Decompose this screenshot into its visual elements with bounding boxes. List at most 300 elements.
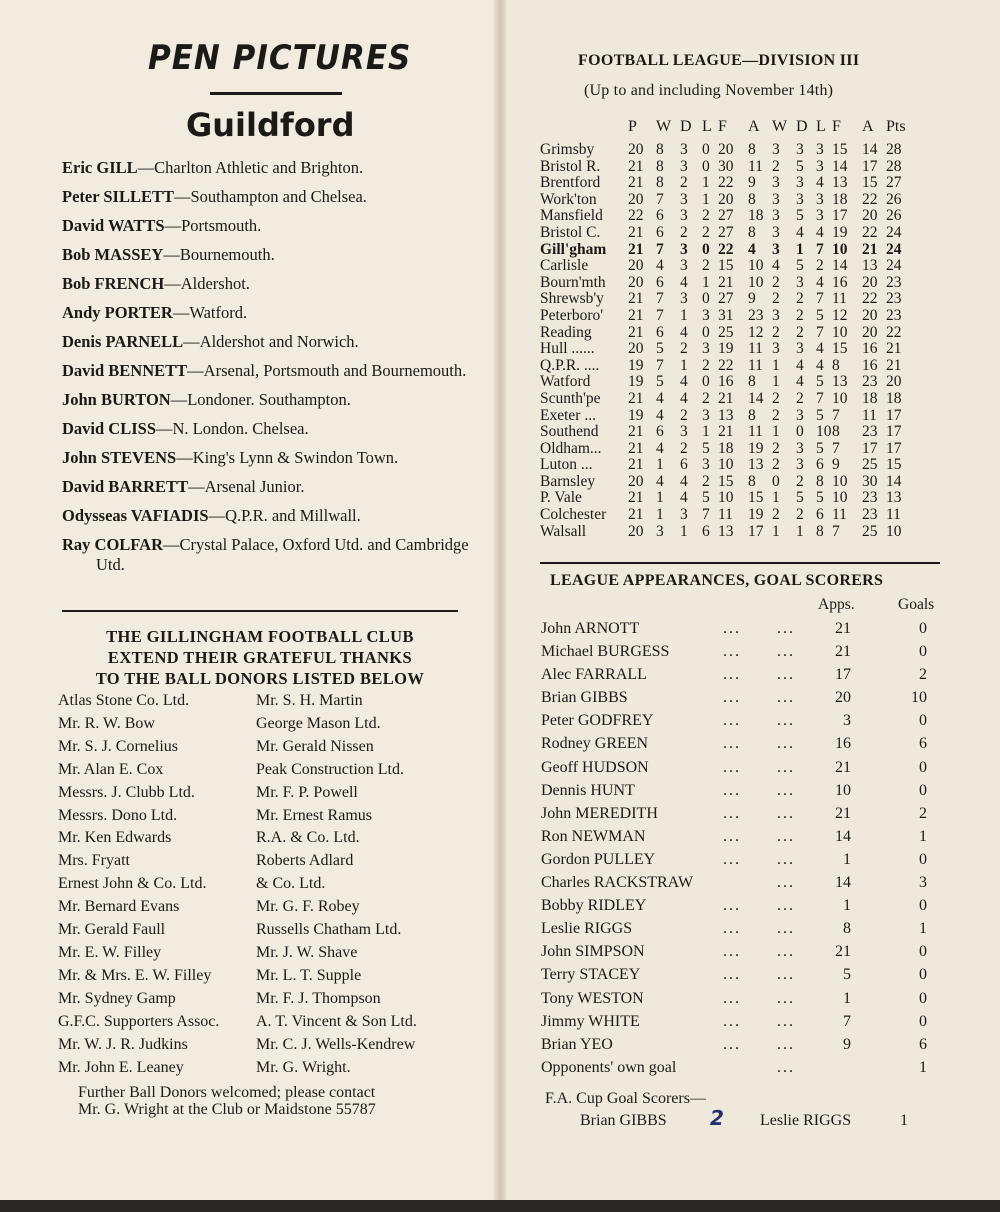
leader-dots: ... xyxy=(777,666,795,684)
stat-cell: 24 xyxy=(886,257,902,275)
stat-cell: 2 xyxy=(772,273,780,291)
player-entry xyxy=(62,419,472,439)
player-name: Gordon PULLEY xyxy=(541,850,656,868)
stat-cell: 2 xyxy=(796,389,804,407)
stat-cell: 1 xyxy=(772,373,780,391)
stat-cell: 20 xyxy=(628,340,644,358)
team-name: Walsall xyxy=(540,522,587,540)
stat-cell: 3 xyxy=(816,141,824,158)
player-entry xyxy=(62,448,472,468)
club-name: Guildford xyxy=(186,106,355,144)
stat-cell: 21 xyxy=(862,240,878,258)
stat-cell: 0 xyxy=(702,290,710,308)
stat-cell: 18 xyxy=(832,190,848,208)
stat-cell: 17 xyxy=(886,406,902,424)
stat-cell: 21 xyxy=(628,456,644,474)
leader-dots: ... xyxy=(723,620,741,637)
stat-cell: 7 xyxy=(656,290,664,308)
stat-cell: 15 xyxy=(832,141,848,158)
league-row xyxy=(540,141,990,158)
league-row xyxy=(540,373,990,390)
donor-name: G.F.C. Supporters Assoc. xyxy=(58,1012,220,1030)
player-info: —Southampton and Chelsea. xyxy=(174,187,367,206)
stat-cell: 8 xyxy=(748,373,756,391)
fa-cup-scorer-name: Leslie RIGGS xyxy=(760,1112,852,1129)
stat-cell: 18 xyxy=(862,389,878,407)
stat-cell: 21 xyxy=(628,174,644,192)
stat-cell: 3 xyxy=(680,240,688,258)
donor-row xyxy=(58,713,478,736)
donor-name: & Co. Ltd. xyxy=(256,875,326,893)
stat-cell: 3 xyxy=(772,306,780,324)
stat-cell: 6 xyxy=(656,273,664,291)
stat-cell: 8 xyxy=(832,356,840,374)
column-header: F xyxy=(832,118,841,135)
player-name: Rodney GREEN xyxy=(541,735,649,753)
stat-cell: 4 xyxy=(656,257,664,275)
stat-cell: 3 xyxy=(796,141,804,158)
fa-cup-scorer-goals: 1 xyxy=(900,1112,908,1129)
leader-dots: ... xyxy=(723,758,741,776)
stat-cell: 0 xyxy=(796,423,804,441)
stat-cell: 8 xyxy=(816,522,824,540)
appearances-title: LEAGUE APPEARANCES, GOAL SCORERS xyxy=(550,572,884,589)
donor-row xyxy=(58,782,478,805)
team-name: Q.P.R. .... xyxy=(540,356,600,374)
stat-cell: 11 xyxy=(886,506,901,524)
stat-cell: 10 xyxy=(832,472,848,490)
goals-value: 3 xyxy=(919,874,927,892)
player-info: —Arsenal, Portsmouth and Bournemouth. xyxy=(187,361,467,380)
leader-dots: ... xyxy=(777,643,795,661)
stat-cell: 17 xyxy=(748,522,764,540)
apps-value: 7 xyxy=(843,1012,851,1030)
stat-cell: 6 xyxy=(656,323,664,341)
appearance-row xyxy=(541,1013,941,1036)
stat-cell: 3 xyxy=(680,290,688,308)
stat-cell: 2 xyxy=(702,472,710,490)
stat-cell: 3 xyxy=(796,340,804,358)
player-info: —King's Lynn & Swindon Town. xyxy=(176,448,399,467)
pen-pictures-title: PEN PICTURES xyxy=(148,38,412,78)
stat-cell: 3 xyxy=(816,207,824,225)
goals-value: 2 xyxy=(919,804,927,822)
appearance-row xyxy=(541,897,941,920)
stat-cell: 22 xyxy=(628,207,644,225)
stat-cell: 16 xyxy=(862,340,878,358)
leader-dots: ... xyxy=(777,943,795,961)
apps-value: 1 xyxy=(843,850,851,868)
stat-cell: 0 xyxy=(772,472,780,490)
donor-name: Mr. John E. Leaney xyxy=(58,1058,184,1076)
donor-name: Mr. F. P. Powell xyxy=(256,783,358,801)
player-name: Dennis HUNT xyxy=(541,781,635,799)
donor-name: Mr. & Mrs. E. W. Filley xyxy=(58,966,212,984)
title-rule xyxy=(210,92,342,95)
player-name: Brian GIBBS xyxy=(541,689,628,707)
stat-cell: 4 xyxy=(796,356,804,374)
stat-cell: 28 xyxy=(886,141,902,158)
stat-cell: 3 xyxy=(772,223,780,241)
stat-cell: 20 xyxy=(628,522,644,540)
column-header: A xyxy=(862,118,874,135)
stat-cell: 1 xyxy=(680,306,688,324)
donor-name: George Mason Ltd. xyxy=(256,714,381,732)
stat-cell: 22 xyxy=(862,290,878,308)
donor-name: Mr. L. T. Supple xyxy=(256,966,362,984)
player-name: Denis PARNELL xyxy=(62,332,184,351)
appearance-row xyxy=(541,874,941,897)
leader-dots: ... xyxy=(723,989,741,1007)
stat-cell: 26 xyxy=(886,190,902,208)
ball-donors-heading xyxy=(60,626,460,689)
column-header: W xyxy=(656,118,672,135)
apps-value: 21 xyxy=(835,943,851,961)
appearance-row xyxy=(541,851,941,874)
league-row xyxy=(540,324,990,341)
stat-cell: 24 xyxy=(886,223,902,241)
stat-cell: 11 xyxy=(718,506,733,524)
player-info: —Bournemouth. xyxy=(163,245,275,264)
stat-cell: 14 xyxy=(832,157,848,175)
stat-cell: 21 xyxy=(628,423,644,441)
player-info: —N. London. Chelsea. xyxy=(156,419,309,438)
stat-cell: 4 xyxy=(680,389,688,407)
section-rule xyxy=(62,610,458,612)
stat-cell: 8 xyxy=(832,423,840,441)
goals-value: 0 xyxy=(919,943,927,961)
column-header: P xyxy=(628,118,637,135)
donor-name: Mr. C. J. Wells-Kendrew xyxy=(256,1035,416,1053)
stat-cell: 4 xyxy=(680,373,688,391)
apps-value: 21 xyxy=(835,643,851,661)
stat-cell: 11 xyxy=(748,157,763,175)
stat-cell: 25 xyxy=(862,522,878,540)
donor-name: Atlas Stone Co. Ltd. xyxy=(58,692,190,709)
player-name: Leslie RIGGS xyxy=(541,920,633,938)
stat-cell: 23 xyxy=(862,423,878,441)
league-row xyxy=(540,274,990,291)
stat-cell: 20 xyxy=(718,141,734,158)
stat-cell: 2 xyxy=(680,174,688,192)
stat-cell: 17 xyxy=(886,423,902,441)
stat-cell: 20 xyxy=(628,190,644,208)
player-name: Eric GILL xyxy=(62,158,138,177)
fa-cup-scorer-goals-handwritten: 2 xyxy=(710,1106,724,1130)
league-row xyxy=(540,407,990,424)
bottom-edge xyxy=(0,1200,1000,1212)
stat-cell: 5 xyxy=(816,489,824,507)
apps-value: 10 xyxy=(835,781,851,799)
apps-value: 21 xyxy=(835,620,851,637)
league-table-subtitle: (Up to and including November 14th) xyxy=(584,82,834,99)
page-gutter xyxy=(494,0,506,1212)
stat-cell: 21 xyxy=(886,356,902,374)
stat-cell: 5 xyxy=(796,207,804,225)
player-name: Alec FARRALL xyxy=(541,666,647,684)
team-name: Reading xyxy=(540,323,592,341)
stat-cell: 1 xyxy=(796,240,804,258)
stat-cell: 3 xyxy=(796,406,804,424)
donor-row xyxy=(58,690,478,713)
leader-dots: ... xyxy=(723,666,741,684)
stat-cell: 6 xyxy=(656,223,664,241)
stat-cell: 5 xyxy=(702,439,710,457)
player-name: Ray COLFAR xyxy=(62,535,163,554)
stat-cell: 1 xyxy=(680,522,688,540)
player-entry xyxy=(62,535,472,575)
stat-cell: 3 xyxy=(680,257,688,275)
team-name: Brentford xyxy=(540,174,601,192)
player-name: Terry STACEY xyxy=(541,966,641,984)
league-row xyxy=(540,224,990,241)
stat-cell: 1 xyxy=(656,489,664,507)
stat-cell: 11 xyxy=(748,423,763,441)
stat-cell: 2 xyxy=(796,306,804,324)
donor-name: Mr. Sydney Gamp xyxy=(58,989,176,1007)
donor-name: Mr. G. Wright. xyxy=(256,1058,351,1076)
league-table xyxy=(540,141,990,539)
stat-cell: 3 xyxy=(796,439,804,457)
appearance-row xyxy=(541,620,941,643)
stat-cell: 7 xyxy=(656,240,664,258)
player-name: Brian YEO xyxy=(541,1035,613,1053)
apps-value: 5 xyxy=(843,966,851,984)
stat-cell: 7 xyxy=(832,439,840,457)
donor-row xyxy=(58,850,478,873)
apps-value: 17 xyxy=(835,666,851,684)
appearance-row xyxy=(541,689,941,712)
stat-cell: 13 xyxy=(748,456,764,474)
league-row xyxy=(540,440,990,457)
team-name: Exeter ... xyxy=(540,406,596,424)
stat-cell: 11 xyxy=(862,406,877,424)
stat-cell: 6 xyxy=(656,423,664,441)
stat-cell: 21 xyxy=(718,423,734,441)
donor-row xyxy=(58,965,478,988)
leader-dots: ... xyxy=(723,897,741,915)
player-info: —Q.P.R. and Millwall. xyxy=(208,506,361,525)
donor-row xyxy=(58,896,478,919)
stat-cell: 11 xyxy=(748,356,763,374)
league-row xyxy=(540,340,990,357)
stat-cell: 7 xyxy=(816,240,824,258)
donor-name: R.A. & Co. Ltd. xyxy=(256,829,360,847)
stat-cell: 13 xyxy=(718,522,734,540)
stat-cell: 31 xyxy=(718,306,734,324)
stat-cell: 8 xyxy=(748,406,756,424)
team-name: Colchester xyxy=(540,506,607,524)
league-row xyxy=(540,158,990,175)
stat-cell: 20 xyxy=(718,190,734,208)
stat-cell: 27 xyxy=(886,174,902,192)
fa-cup-label: F.A. Cup Goal Scorers— xyxy=(545,1090,706,1107)
stat-cell: 23 xyxy=(886,306,902,324)
stat-cell: 2 xyxy=(772,323,780,341)
stat-cell: 22 xyxy=(718,356,734,374)
stat-cell: 14 xyxy=(748,389,764,407)
stat-cell: 13 xyxy=(862,257,878,275)
leader-dots: ... xyxy=(723,827,741,845)
stat-cell: 27 xyxy=(718,223,734,241)
player-entry xyxy=(62,245,472,265)
stat-cell: 0 xyxy=(702,141,710,158)
stat-cell: 3 xyxy=(772,141,780,158)
donor-name: Mr. E. W. Filley xyxy=(58,943,162,961)
donor-row xyxy=(58,1034,478,1057)
stat-cell: 0 xyxy=(702,373,710,391)
stat-cell: 20 xyxy=(862,306,878,324)
stat-cell: 20 xyxy=(628,141,644,158)
goals-value: 0 xyxy=(919,897,927,915)
team-name: Gill'gham xyxy=(540,240,607,258)
player-name: Odysseas VAFIADIS xyxy=(62,506,209,525)
column-header: D xyxy=(796,118,808,135)
leader-dots: ... xyxy=(723,943,741,961)
stat-cell: 2 xyxy=(680,340,688,358)
donor-name: Peak Construction Ltd. xyxy=(256,760,404,778)
player-name: Bob FRENCH xyxy=(62,274,165,293)
stat-cell: 16 xyxy=(862,356,878,374)
stat-cell: 6 xyxy=(656,207,664,225)
stat-cell: 8 xyxy=(656,157,664,175)
player-name: Tony WESTON xyxy=(541,989,644,1007)
column-header: L xyxy=(816,118,826,135)
stat-cell: 12 xyxy=(748,323,764,341)
leader-dots: ... xyxy=(723,804,741,822)
stat-cell: 4 xyxy=(796,373,804,391)
ball-donor-list xyxy=(58,690,478,1079)
stat-cell: 1 xyxy=(702,174,710,192)
stat-cell: 3 xyxy=(702,306,710,324)
stat-cell: 3 xyxy=(816,157,824,175)
column-header: F xyxy=(718,118,727,135)
stat-cell: 4 xyxy=(680,323,688,341)
stat-cell: 12 xyxy=(832,306,848,324)
donor-name: Mr. S. J. Cornelius xyxy=(58,737,179,755)
donor-name: Messrs. J. Clubb Ltd. xyxy=(58,783,195,801)
player-name: Bob MASSEY xyxy=(62,245,164,264)
stat-cell: 16 xyxy=(718,373,734,391)
goals-value: 2 xyxy=(919,666,927,684)
stat-cell: 19 xyxy=(718,340,734,358)
stat-cell: 15 xyxy=(748,489,764,507)
donor-name: Roberts Adlard xyxy=(256,852,354,870)
stat-cell: 11 xyxy=(748,340,763,358)
player-name: Peter GODFREY xyxy=(541,712,654,730)
stat-cell: 20 xyxy=(862,207,878,225)
section-rule xyxy=(540,562,940,564)
stat-cell: 2 xyxy=(796,506,804,524)
leader-dots: ... xyxy=(777,712,795,730)
leader-dots: ... xyxy=(777,804,795,822)
player-info: —Charlton Athletic and Brighton. xyxy=(137,158,364,177)
heading-line: EXTEND THEIR GRATEFUL THANKS xyxy=(107,648,413,667)
stat-cell: 8 xyxy=(656,141,664,158)
donor-name: Mr. Alan E. Cox xyxy=(58,760,164,778)
player-name: John ARNOTT xyxy=(541,620,640,637)
player-info: —Aldershot. xyxy=(164,274,250,293)
stat-cell: 4 xyxy=(656,472,664,490)
stat-cell: 15 xyxy=(718,472,734,490)
league-row xyxy=(540,456,990,473)
stat-cell: 11 xyxy=(832,506,847,524)
stat-cell: 1 xyxy=(702,273,710,291)
goals-value: 0 xyxy=(919,712,927,730)
donor-name: Mr. R. W. Bow xyxy=(58,714,155,732)
player-name: David BARRETT xyxy=(62,477,189,496)
appearance-row xyxy=(541,966,941,989)
stat-cell: 14 xyxy=(886,472,902,490)
player-entry xyxy=(62,477,472,497)
player-name: David BENNETT xyxy=(62,361,188,380)
appearance-row xyxy=(541,990,941,1013)
stat-cell: 3 xyxy=(796,174,804,192)
donor-name: Mr. S. H. Martin xyxy=(256,692,363,709)
stat-cell: 21 xyxy=(628,439,644,457)
goals-value: 0 xyxy=(919,966,927,984)
stat-cell: 17 xyxy=(862,439,878,457)
player-name: Charles RACKSTRAW xyxy=(541,874,694,892)
team-name: Bristol C. xyxy=(540,223,601,241)
stat-cell: 10 xyxy=(816,423,832,441)
leader-dots: ... xyxy=(723,712,741,730)
column-header: Pts xyxy=(886,118,906,135)
stat-cell: 22 xyxy=(718,174,734,192)
stat-cell: 4 xyxy=(816,340,824,358)
stat-cell: 7 xyxy=(702,506,710,524)
stat-cell: 13 xyxy=(832,174,848,192)
stat-cell: 1 xyxy=(796,522,804,540)
team-name: P. Vale xyxy=(540,489,582,507)
team-name: Peterboro' xyxy=(540,306,604,324)
stat-cell: 2 xyxy=(702,257,710,275)
stat-cell: 17 xyxy=(886,439,902,457)
player-name: Ron NEWMAN xyxy=(541,827,646,845)
league-row xyxy=(540,241,990,258)
leader-dots: ... xyxy=(723,1012,741,1030)
player-name: John STEVENS xyxy=(62,448,177,467)
leader-dots: ... xyxy=(723,735,741,753)
stat-cell: 2 xyxy=(680,439,688,457)
stat-cell: 3 xyxy=(702,406,710,424)
stat-cell: 2 xyxy=(772,290,780,308)
stat-cell: 5 xyxy=(656,373,664,391)
league-row xyxy=(540,390,990,407)
further-donors-note xyxy=(78,1084,458,1118)
stat-cell: 21 xyxy=(628,240,644,258)
stat-cell: 28 xyxy=(886,157,902,175)
stat-cell: 10 xyxy=(832,489,848,507)
stat-cell: 13 xyxy=(718,406,734,424)
apps-value: 9 xyxy=(843,1035,851,1053)
appearance-row xyxy=(541,759,941,782)
leader-dots: ... xyxy=(777,897,795,915)
donor-name: A. T. Vincent & Son Ltd. xyxy=(256,1012,417,1030)
stat-cell: 10 xyxy=(832,323,848,341)
stat-cell: 2 xyxy=(772,406,780,424)
league-row xyxy=(540,423,990,440)
leader-dots: ... xyxy=(723,689,741,707)
stat-cell: 1 xyxy=(702,423,710,441)
stat-cell: 4 xyxy=(656,389,664,407)
team-name: Scunth'pe xyxy=(540,389,601,407)
donor-row xyxy=(58,942,478,965)
player-entry xyxy=(62,303,472,323)
player-entry xyxy=(62,390,472,410)
appearance-row xyxy=(541,1059,941,1082)
apps-value: 14 xyxy=(835,874,851,892)
